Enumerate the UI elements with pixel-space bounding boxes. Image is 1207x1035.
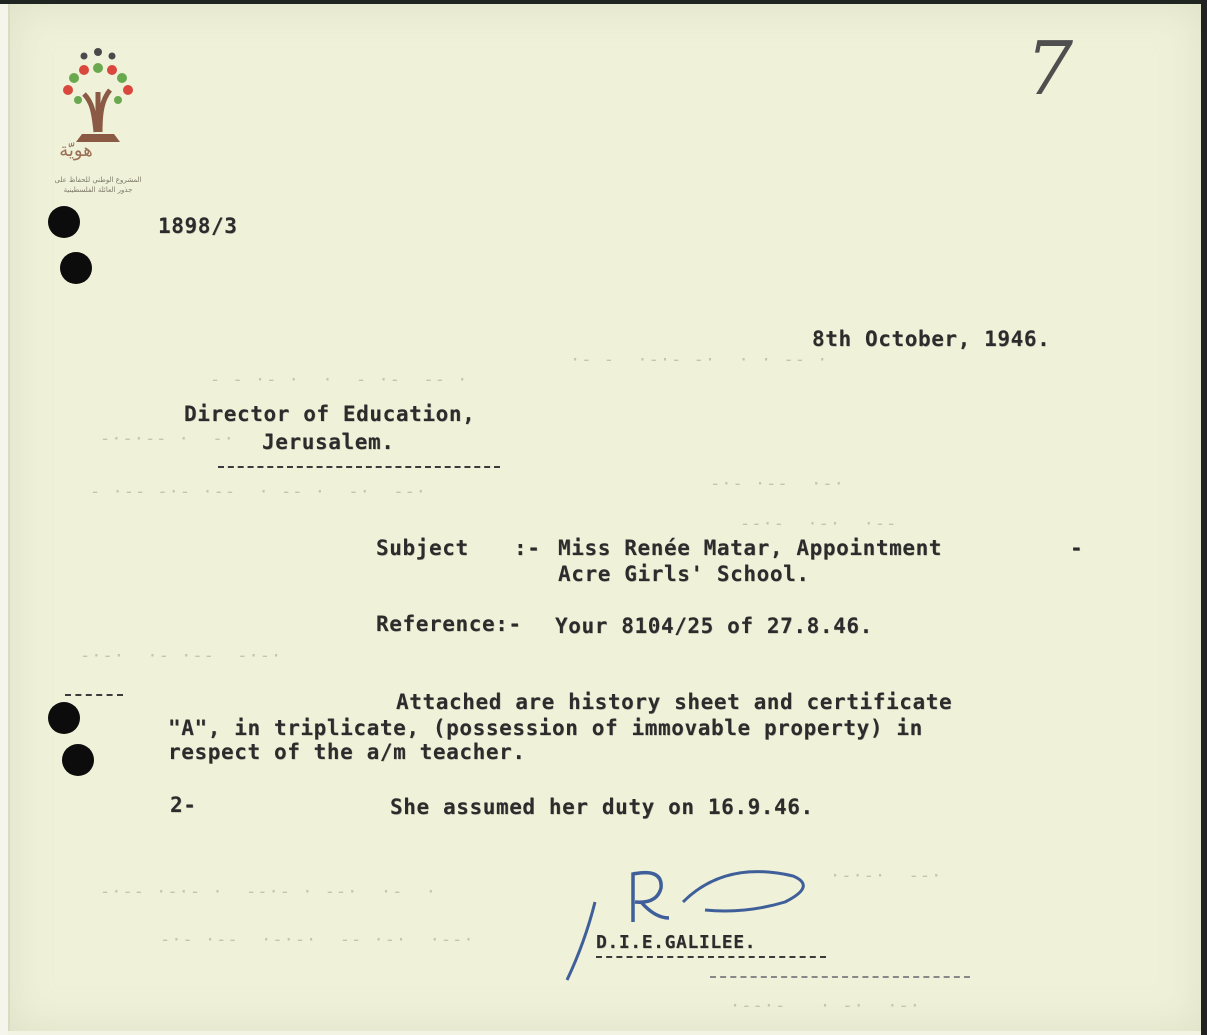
show-through-text: -·- ·-- ·-·-· -- ·-· ·--· — [160, 930, 475, 950]
show-through-text: - - ·- · · - ·- -- · — [210, 370, 469, 390]
show-through-text: -·-·-- · -· — [100, 429, 235, 449]
file-reference: 1898/3 — [158, 214, 238, 238]
paragraph-2-text: She assumed her duty on 16.9.46. — [390, 795, 814, 819]
show-through-text: - ·-- -·- ·-- · -- · -· --· — [90, 482, 428, 502]
reference-text: Your 8104/25 of 27.8.46. — [555, 614, 873, 638]
subject-line-1: Miss Renée Matar, Appointment — [558, 536, 943, 560]
show-through-text: ·- - ·-·- -· · · -- · — [570, 350, 829, 370]
letter-date: 8th October, 1946. — [812, 327, 1051, 351]
scan-top-edge — [0, 0, 1207, 4]
show-through-text: -·-· ·- ·-- -·-· — [80, 646, 283, 666]
show-through-text: ·-·-· --· — [830, 866, 943, 886]
recipient-title: Director of Education, — [184, 402, 476, 426]
show-through-text: ·--·- · -· ·-· — [730, 996, 921, 1016]
scan-left-margin — [0, 0, 8, 1035]
punch-hole — [60, 252, 92, 284]
margin-dash — [65, 694, 123, 696]
paragraph-1-line-2: "A", in triplicate, (possession of immovable property) in — [168, 716, 923, 740]
sender-underline — [596, 956, 826, 958]
show-through-text: --·- ·-· ·-- — [740, 514, 898, 534]
paragraph-1-line-1: Attached are history sheet and certificate — [396, 690, 953, 714]
paragraph-1-line-3: respect of the a/m teacher. — [168, 740, 526, 764]
document-page — [8, 4, 1202, 1031]
sender-name: D.I.E.GALILEE. — [596, 932, 757, 953]
logo-tagline: المشروع الوطني للحفاظ على — [54, 176, 142, 184]
scan-right-edge — [1201, 0, 1207, 1035]
punch-hole — [62, 744, 94, 776]
page-number: 7 — [1026, 26, 1074, 112]
show-through-text: -·-- ·-·- · --·- · --· ·- · — [100, 882, 438, 902]
recipient-underline — [218, 466, 500, 468]
handwritten-signature — [555, 862, 825, 992]
punch-hole — [48, 702, 80, 734]
show-through-text: -·- ·-- ·-· — [710, 474, 845, 494]
paragraph-2-number: 2- — [170, 793, 197, 817]
subject-label: Subject — [376, 536, 469, 560]
recipient-city: Jerusalem. — [262, 430, 395, 454]
subject-line-2: Acre Girls' School. — [558, 562, 810, 586]
reference-label: Reference:- — [376, 612, 522, 636]
subject-dash: - — [1070, 536, 1084, 560]
subject-separator: :- — [514, 536, 541, 560]
faint-rule — [710, 976, 970, 978]
punch-hole — [48, 206, 80, 238]
signature-initial: R — [627, 902, 628, 903]
logo-tagline: جذور العائلة الفلسطينية — [63, 186, 133, 194]
logo-name: هويّة — [59, 140, 93, 161]
